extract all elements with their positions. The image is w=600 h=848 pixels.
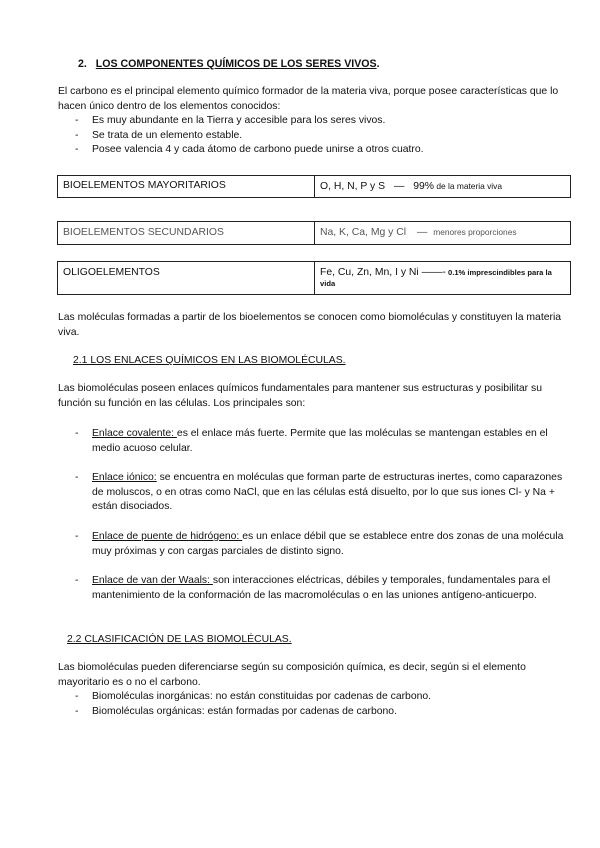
enlace-description: son interacciones eléctricas, débiles y temporales, fundamentales para el mantenimiento de la conformación de las macromoléculas o en las uniones antígeno-anticuerpo. <box>92 575 551 601</box>
bullet-text: Biomoléculas inorgánicas: no están constituidas por cadenas de carbono. <box>92 691 432 703</box>
section-heading <box>78 57 380 72</box>
enlace-term: Enlace covalente: <box>92 428 177 439</box>
dash-marker: - <box>75 691 79 703</box>
note: de la materia viva <box>434 180 502 191</box>
table-elements-cell <box>315 262 571 295</box>
intro-paragraph: El carbono es el principal elemento químico formador de la materia viva, porque posee características que lo hacen único dentro de los elementos conocidos: <box>58 86 559 112</box>
heading-text <box>96 58 380 70</box>
intro-block <box>58 85 570 158</box>
section-2-2-block <box>58 661 570 719</box>
arrow-dash: — <box>416 227 428 239</box>
heading-dot: . <box>376 58 380 70</box>
table-secundarios <box>57 221 571 245</box>
enlace-item <box>58 530 573 559</box>
table-elements-cell <box>315 222 571 245</box>
note: menores proporciones <box>433 227 517 238</box>
bullet-text: Biomoléculas orgánicas: están formadas por cadenas de carbono. <box>92 705 397 717</box>
dash-marker: - <box>75 144 79 156</box>
enlace-term: Enlace de van der Waals: <box>92 575 213 586</box>
intro-bullet <box>58 143 570 158</box>
arrow-dash: — <box>393 180 405 192</box>
heading-text-underlined: LOS COMPONENTES QUÍMICOS DE LOS SERES VIVOS <box>95 58 377 70</box>
elements-list: Fe, Cu, Zn, Mn, I y Ni <box>320 267 419 278</box>
table-name-cell: BIOELEMENTOS SECUNDARIOS <box>58 222 315 245</box>
enlace-description: es el enlace más fuerte. Permite que las moléculas se mantengan estables en el medio acuoso celular. <box>92 428 548 454</box>
section-2-2-intro: Las biomoléculas pueden diferenciarse según su composición química, es decir, según si el elemento mayoritario es o no el carbono. <box>58 662 526 688</box>
clasificacion-bullet <box>58 690 570 705</box>
bullet-text: Posee valencia 4 y cada átomo de carbono puede unirse a otros cuatro. <box>92 144 424 156</box>
dash-marker: - <box>75 705 79 717</box>
elements-list: O, H, N, P y S <box>320 180 386 192</box>
enlace-item <box>58 427 573 456</box>
dash-marker: - <box>75 428 79 439</box>
table-mayoritarios <box>57 175 571 198</box>
dash-marker: - <box>75 531 79 542</box>
bullet-text: Es muy abundante en la Tierra y accesible para los seres vivos. <box>92 115 386 127</box>
arrow-dash: ——- <box>421 267 446 278</box>
enlace-item <box>58 471 573 515</box>
table-elements-cell <box>315 176 571 198</box>
intro-bullet <box>58 129 570 144</box>
clasificacion-bullet <box>58 705 570 720</box>
dash-marker: - <box>75 575 79 586</box>
enlace-description: es un enlace débil que se establece entre dos zonas de una molécula muy próximas y con cargas parciales de distinto signo. <box>92 531 564 557</box>
percentage: 99% <box>413 180 435 192</box>
table-oligoelementos <box>57 261 571 295</box>
enlace-description: se encuentra en moléculas que forman parte de estructuras inertes, como caparazones de moluscos, o en otras como NaCl, que en las células está disuelto, por lo que sus iones Cl- y Na + están disociados. <box>92 472 563 513</box>
section-2-1-title: 2.1 LOS ENLACES QUÍMICOS EN LAS BIOMOLÉCULAS. <box>73 355 346 366</box>
table-name-cell: OLIGOELEMENTOS <box>58 262 315 295</box>
intro-bullet <box>58 114 570 129</box>
enlace-term: Enlace iónico: <box>92 472 157 483</box>
section-2-1-intro: Las biomoléculas poseen enlaces químicos fundamentales para mantener sus estructuras y posibilitar su función su función en las células. Los principales son: <box>58 383 543 409</box>
section-2-2-title: 2.2 CLASIFICACIÓN DE LAS BIOMOLÉCULAS. <box>67 634 292 645</box>
dash-marker: - <box>75 472 79 483</box>
bullet-text: Se trata de un elemento estable. <box>92 129 243 141</box>
dash-marker: - <box>75 129 79 141</box>
dash-marker: - <box>75 115 79 127</box>
note: 0.1% imprescindibles para la vida <box>320 268 552 288</box>
table-name-cell: BIOELEMENTOS MAYORITARIOS <box>58 176 315 198</box>
enlace-term: Enlace de puente de hidrógeno: <box>92 531 243 542</box>
heading-number: 2. <box>78 58 87 70</box>
biomoleculas-paragraph: Las moléculas formadas a partir de los bioelementos se conocen como biomoléculas y constituyen la materia viva. <box>58 312 562 338</box>
enlace-item <box>58 574 573 603</box>
elements-list: Na, K, Ca, Mg y Cl <box>320 227 407 239</box>
